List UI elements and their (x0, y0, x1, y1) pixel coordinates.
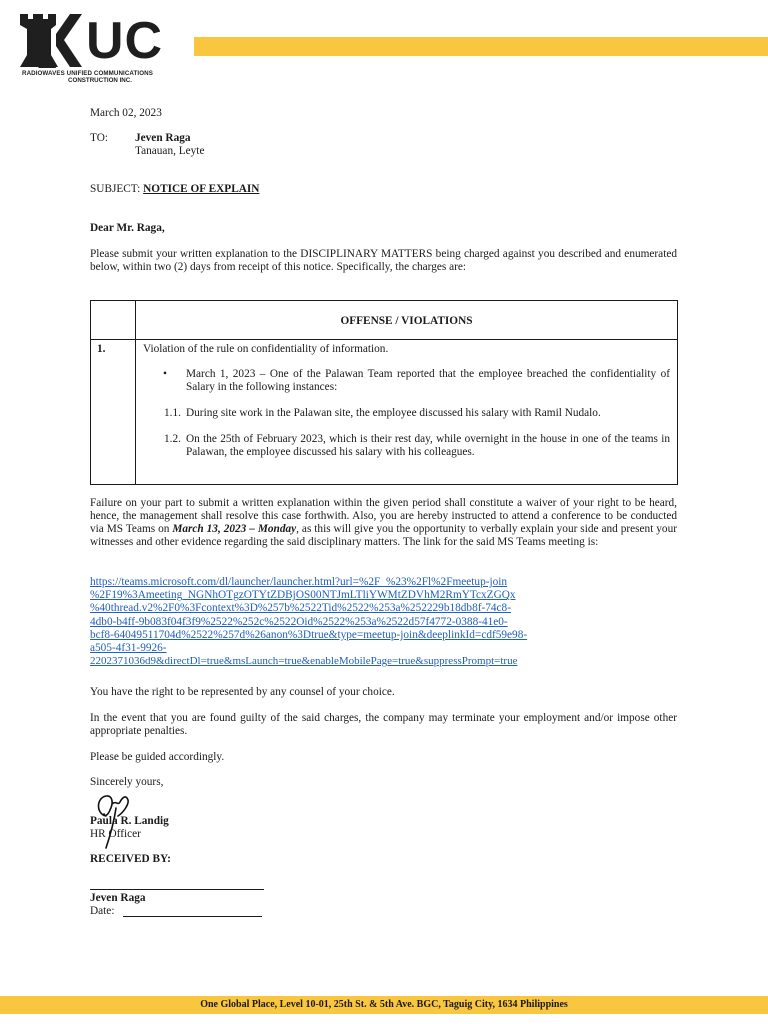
instance-text: On the 25th of February 2023, which is their rest day, while overnight in the house in one of the teams in Palawan, the employee discussed his salary with his colleagues. (186, 433, 670, 458)
instance-number: 1.2. (164, 433, 181, 445)
to-address: Tanauan, Leyte (135, 145, 205, 157)
recipient-name: Jeven Raga (90, 892, 146, 904)
letter-date: March 02, 2023 (90, 107, 162, 119)
recipient-signature-line (90, 889, 264, 890)
instance-item (136, 433, 670, 459)
bullet-item (136, 368, 670, 394)
link-line[interactable]: %2F19%3Ameeting_NGNhOTgzOTYtZDBjOS00NTJmLTliYWMtZDVhM2RmYTcxZGQx (90, 589, 516, 602)
subject-line (90, 183, 259, 196)
link-line[interactable]: https://teams.microsoft.com/dl/launcher/launcher.html?url=%2F_%23%2Fl%2Fmeetup-join (90, 576, 508, 588)
subject-title: NOTICE OF EXPLAIN (143, 183, 260, 195)
table-header: OFFENSE / VIOLATIONS (340, 315, 473, 327)
violations-table (90, 300, 678, 485)
table-row (91, 340, 678, 485)
link-line[interactable]: 4db0-b4ff-9b083f04f3f9%2522%252c%2522Oid%2522%253a%2522d57f4772-0388-41e0- (90, 615, 508, 628)
instance-number: 1.1. (164, 407, 181, 419)
counsel-paragraph: You have the right to be represented by any counsel of your choice. (90, 686, 395, 698)
bullet-icon: • (163, 368, 167, 380)
link-line[interactable]: %40thread.v2%2F0%3Fcontext%3D%257b%2522Tid%2522%253a%252229b18db8f-74c8- (90, 602, 511, 615)
intro-paragraph: Please submit your written explanation to the DISCIPLINARY MATTERS being charged against you described and enumerated below, within two (2) days from receipt of this notice. Specifically, the charges are: (90, 248, 677, 273)
link-line[interactable]: a505-4f31-9926- (90, 642, 167, 655)
logo-company-name: RADIOWAVES UNIFIED COMMUNICATIONS (22, 70, 153, 77)
failure-text-1: Failure on your part to submit a written explanation within the given period shall constitute a waiver of your right to be heard, hence, the management shall resolve this case forthwith. Also, you are hereby instructed to attend a conference to be conducted via MS Teams on (90, 497, 677, 535)
teams-meeting-link[interactable] (90, 576, 690, 668)
date-label: Date: (90, 905, 115, 917)
to-label: TO: (90, 132, 108, 144)
instance-text: During site work in the Palawan site, the employee discussed his salary with Ramil Nudalo. (186, 407, 601, 419)
instance-item (136, 407, 670, 420)
violation-title: Violation of the rule on confidentiality of information. (143, 343, 389, 355)
salutation: Dear Mr. Raga, (90, 222, 165, 234)
conference-date: March 13, 2023 – Monday (172, 523, 297, 535)
bullet-text: March 1, 2023 – One of the Palawan Team reported that the employee breached the confidentiality of Salary in the following instances: (186, 368, 670, 393)
subject-label: SUBJECT: (90, 183, 141, 195)
guided-paragraph: Please be guided accordingly. (90, 751, 225, 763)
closing: Sincerely yours, (90, 776, 164, 788)
signer-title: HR Officer (90, 828, 141, 840)
link-line[interactable]: bcf8-64049511704d%2522%257d%26anon%3Dtrue&type=meetup-join&deeplinkId=cdf59e98- (90, 628, 528, 641)
failure-paragraph (90, 497, 677, 549)
failure-text-2: , as this will give you the opportunity to verbally explain your side and present your witnesses and other evidence regarding the said disciplinary matters. The link for the said MS Teams meeting is: (90, 523, 677, 548)
violation-number: 1. (97, 343, 106, 355)
date-line (123, 916, 262, 917)
link-line[interactable]: 2202371036d9&directDl=true&msLaunch=true&enableMobilePage=true&suppressPrompt=true (90, 655, 518, 668)
signer-name: Paula R. Landig (90, 815, 169, 827)
received-by-label: RECEIVED BY: (90, 853, 171, 865)
event-paragraph: In the event that you are found guilty of the said charges, the company may terminate your employment and/or impose other appropriate penalties. (90, 712, 677, 737)
company-logo (20, 12, 180, 90)
to-name: Jeven Raga (135, 132, 191, 144)
footer-address: One Global Place, Level 10-01, 25th St. & 5th Ave. BGC, Taguig City, 1634 Philippines (0, 996, 768, 1014)
logo-letters: UC (86, 12, 164, 70)
logo-company-suffix: CONSTRUCTION INC. (68, 77, 132, 84)
table-header-row (91, 301, 678, 340)
header-accent-bar (194, 37, 768, 56)
